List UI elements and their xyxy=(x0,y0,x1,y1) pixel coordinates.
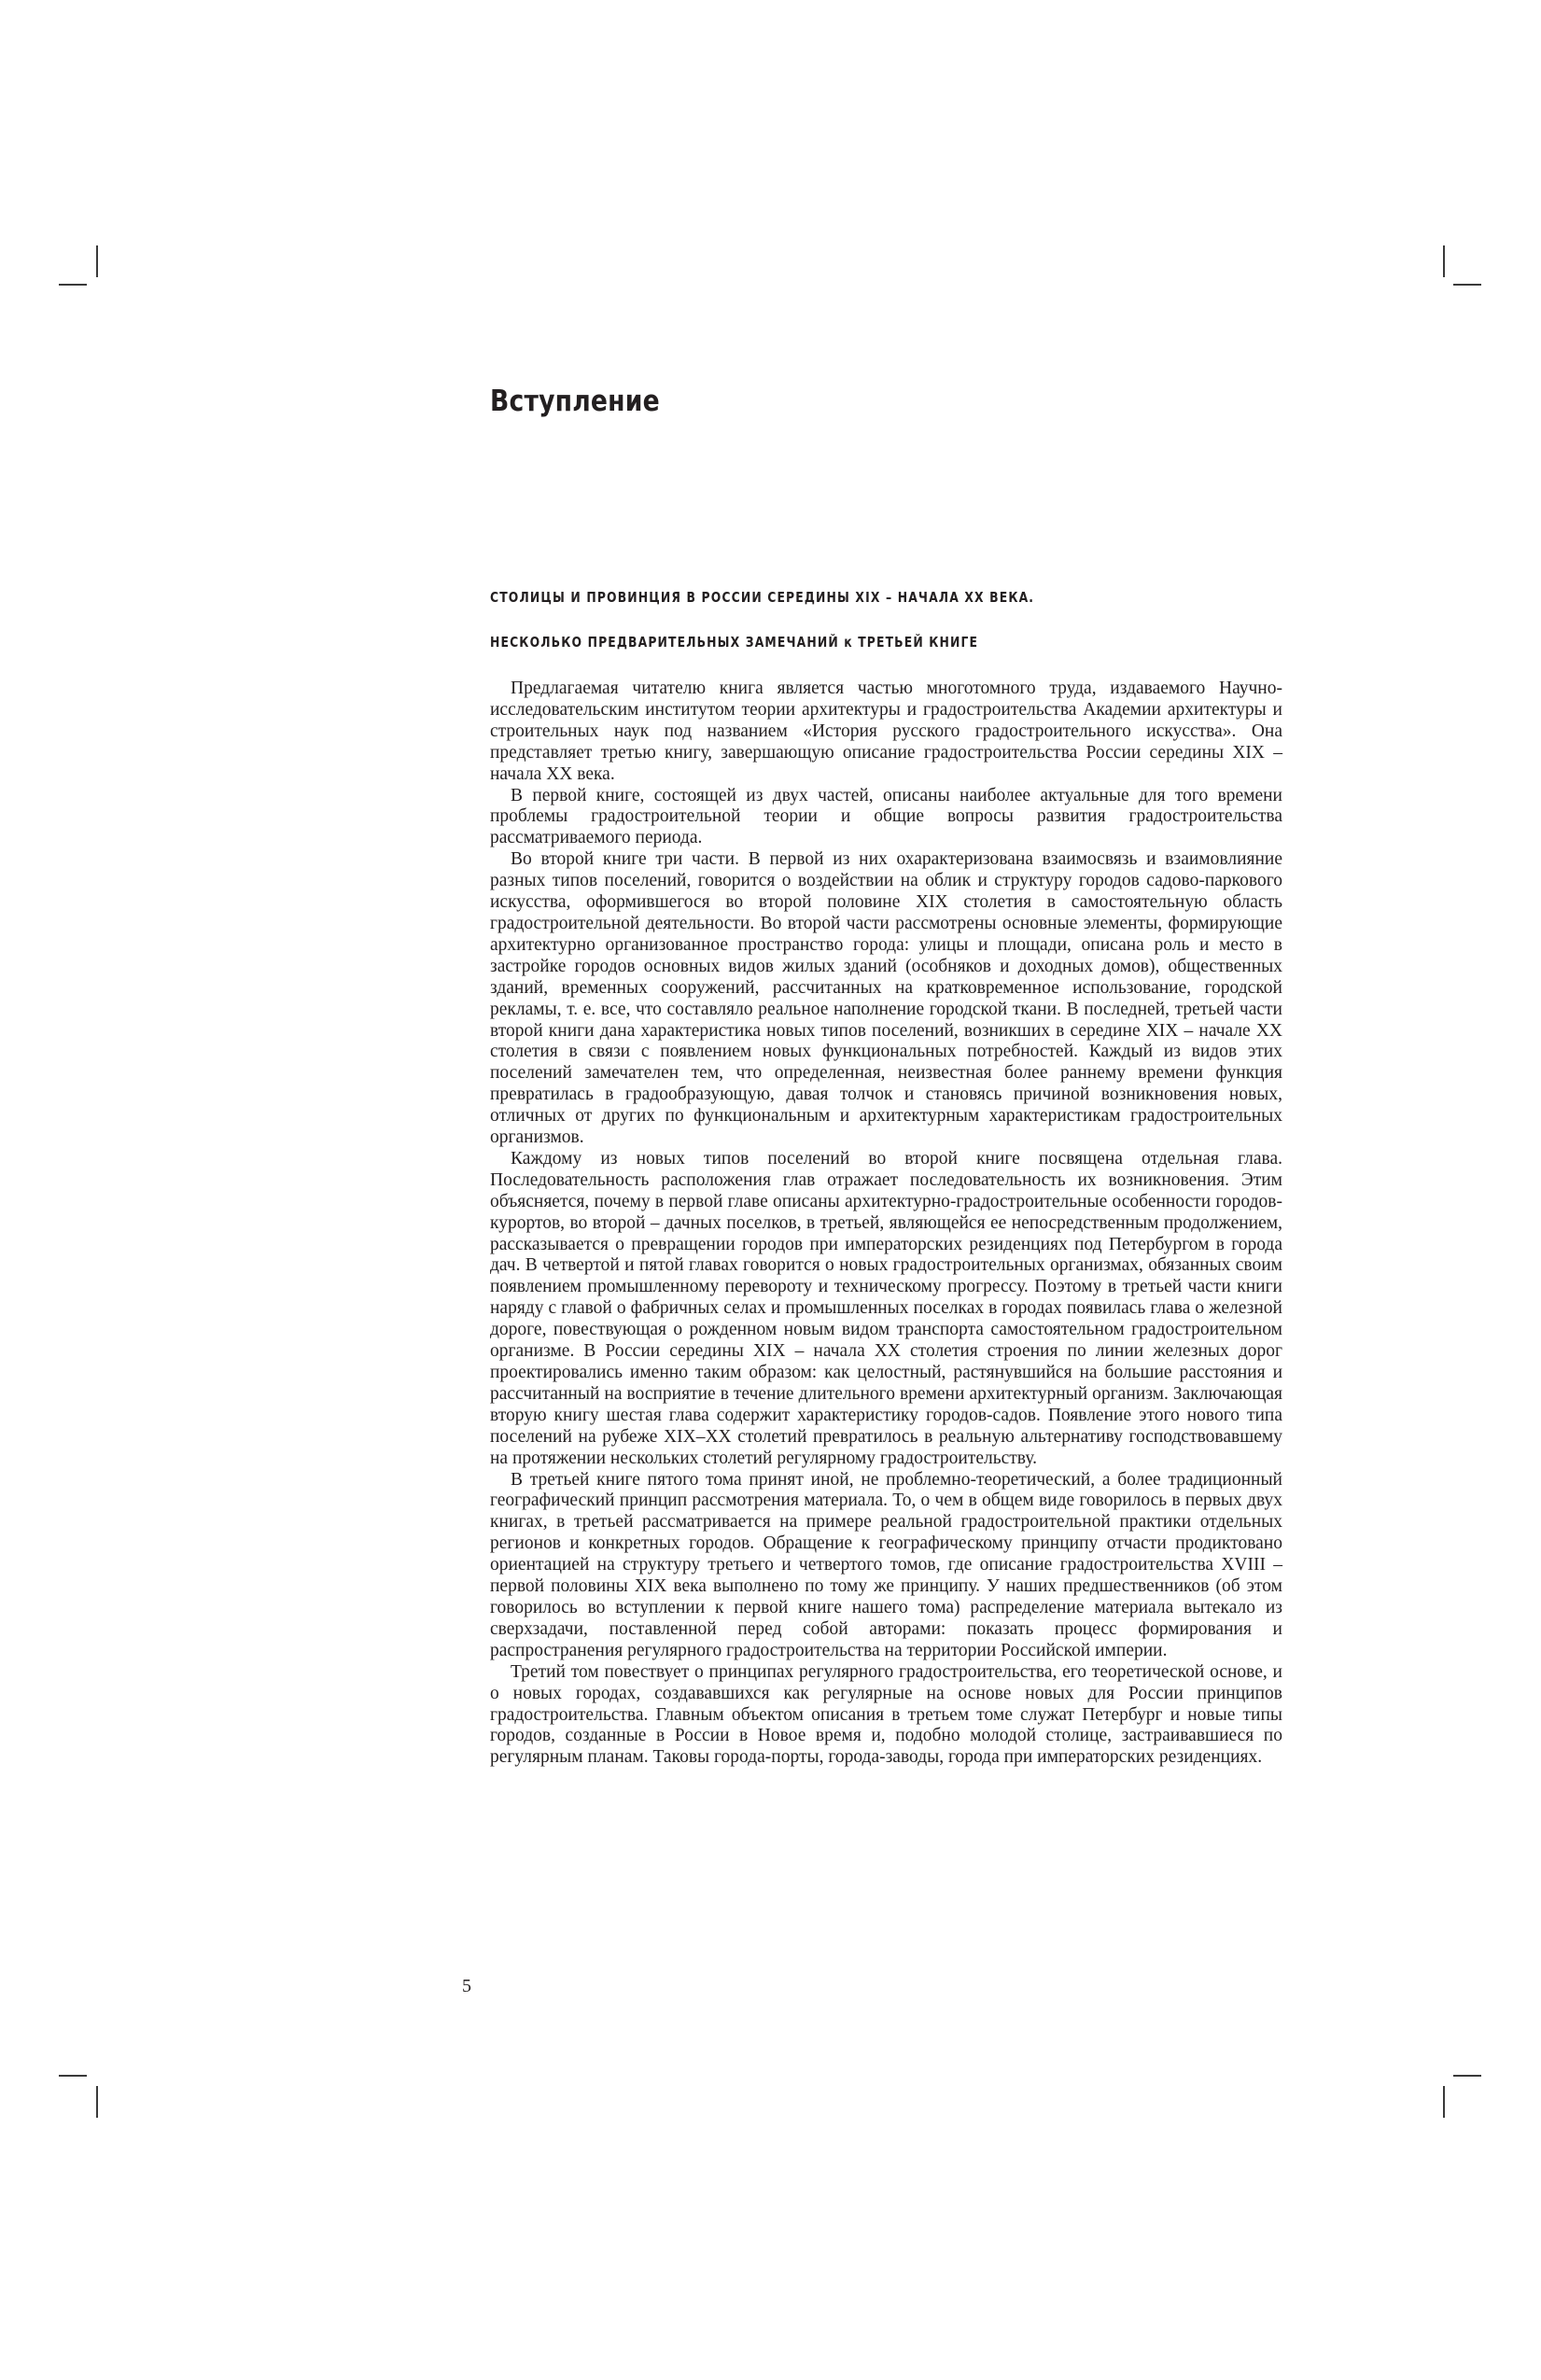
paragraph: Во второй книге три части. В первой из них охарактеризована взаимосвязь и взаимовлияние разных типов поселений, говорится о воздействии на облик и структуру городов садово-паркового искусства, оформившегося во второй половине XIX столетия в самостоятельную область градостроительной деятельности. Во второй части рассмотрены основные элементы, формирующие архитектурно организованное пространство города: улицы и площади, описана роль и место в застройке городов основных видов жилых зданий (особняков и доходных домов), общественных зданий, временных сооружений, рассчитанных на кратковременное использование, городской рекламы, т. е. все, что составляло реальное наполнение городской ткани. В последней, третьей части второй книги дана характеристика новых типов поселений, возникших в середине XIX – начале XX столетия в связи с появлением новых функциональных потребностей. Каждый из видов этих поселений замечателен тем, что определенная, неизвестная более раннему времени функция превратилась в градообразующую, давая толчок и становясь причиной возникновения новых, отличных от других по функциональным и архитектурным характеристикам градостроительных организмов. xyxy=(490,849,1282,1148)
crop-mark-top-right-horizontal xyxy=(1453,284,1481,286)
crop-mark-bottom-left-horizontal xyxy=(59,2075,87,2077)
paragraph: Каждому из новых типов поселений во второй книге посвящена отдельная глава. Последовательность расположения глав отражает последовательность их возникновения. Этим объясняется, почему в первой главе описаны архитектурно-градостроительные особенности городов-курортов, во второй – дачных поселков, в третьей, являющейся ее непосредственным продолжением, рассказывается о превращении городов при императорских резиденциях под Петербургом в города дач. В четвертой и пятой главах говорится о новых градостроительных организмах, обязанных своим появлением промышленному перевороту и техническому прогрессу. Поэтому в третьей части книги наряду с главой о фабричных селах и промышленных поселках в городах появилась глава о железной дороге, повествующая о рожденном новым видом транспорта самостоятельном градостроительном организме. В России середины XIX – начала XX столетия строения по линии железных дорог проектировались именно таким образом: как целостный, растянувшийся на большие расстояния и рассчитанный на восприятие в течение длительного времени архитектурный организм. Заключающая вторую книгу шестая глава содержит характеристику городов-садов. Появление этого нового типа поселений на рубеже XIX–XX столетий превратилось в реальную альтернативу господствовавшему на протяжении нескольких столетий регулярному градостроительству. xyxy=(490,1148,1282,1468)
crop-mark-bottom-right-horizontal xyxy=(1453,2075,1481,2077)
crop-mark-bottom-right-vertical xyxy=(1443,2086,1445,2118)
section-subheading: СТОЛИЦЫ И ПРОВИНЦИЯ В РОССИИ СЕРЕДИНЫ XIX – НАЧАЛА XX ВЕКА. xyxy=(490,589,1035,606)
section-subheading-secondary: НЕСКОЛЬКО ПРЕДВАРИТЕЛЬНЫХ ЗАМЕЧАНИЙ к ТРЕТЬЕЙ КНИГЕ xyxy=(490,634,979,651)
crop-mark-top-right-vertical xyxy=(1443,245,1445,277)
paragraph: Третий том повествует о принципах регулярного градостроительства, его теоретической основе, и о новых городах, создававшихся как регулярные на основе новых для России принципов градостроительства. Главным объектом описания в третьем томе служат Петербург и новые типы городов, созданные в России в Новое время и, подобно молодой столице, застраивавшиеся по регулярным планам. Таковы города-порты, города-заводы, города при императорских резиденциях. xyxy=(490,1661,1282,1768)
chapter-title: Вступление xyxy=(490,385,660,418)
paragraph: В первой книге, состоящей из двух частей, описаны наиболее актуальные для того времени проблемы градостроительной теории и общие вопросы развития градостроительства рассматриваемого периода. xyxy=(490,785,1282,848)
paragraph: В третьей книге пятого тома принят иной, не проблемно-теоретический, а более традиционный географический принцип рассмотрения материала. То, о чем в общем виде говорилось в первых двух книгах, в третьей рассматривается на примере реальной градостроительной практики отдельных регионов и конкретных городов. Обращение к географическому принципу отчасти продиктовано ориентацией на структуру третьего и четвертого томов, где описание градостроительства XVIII – первой половины XIX века выполнено по тому же принципу. У наших предшественников (об этом говорилось во вступлении к первой книге нашего тома) распределение материала вытекало из сверхзадачи, поставленной перед собой авторами: показать процесс формирования и распространения регулярного градостроительства на территории Российской империи. xyxy=(490,1469,1282,1660)
crop-mark-top-left-vertical xyxy=(96,245,98,277)
paragraph: Предлагаемая читателю книга является частью многотомного труда, издаваемого Научно-исследовательским институтом теории архитектуры и градостроительства Академии архитектуры и строительных наук под названием «История русского градостроительного искусства». Она представляет третью книгу, завершающую описание градостроительства России середины XIX – начала XX века. xyxy=(490,679,1282,784)
body-text xyxy=(490,679,1282,1769)
crop-mark-top-left-horizontal xyxy=(59,284,87,286)
crop-mark-bottom-left-vertical xyxy=(96,2086,98,2118)
page-number: 5 xyxy=(462,1976,471,1996)
